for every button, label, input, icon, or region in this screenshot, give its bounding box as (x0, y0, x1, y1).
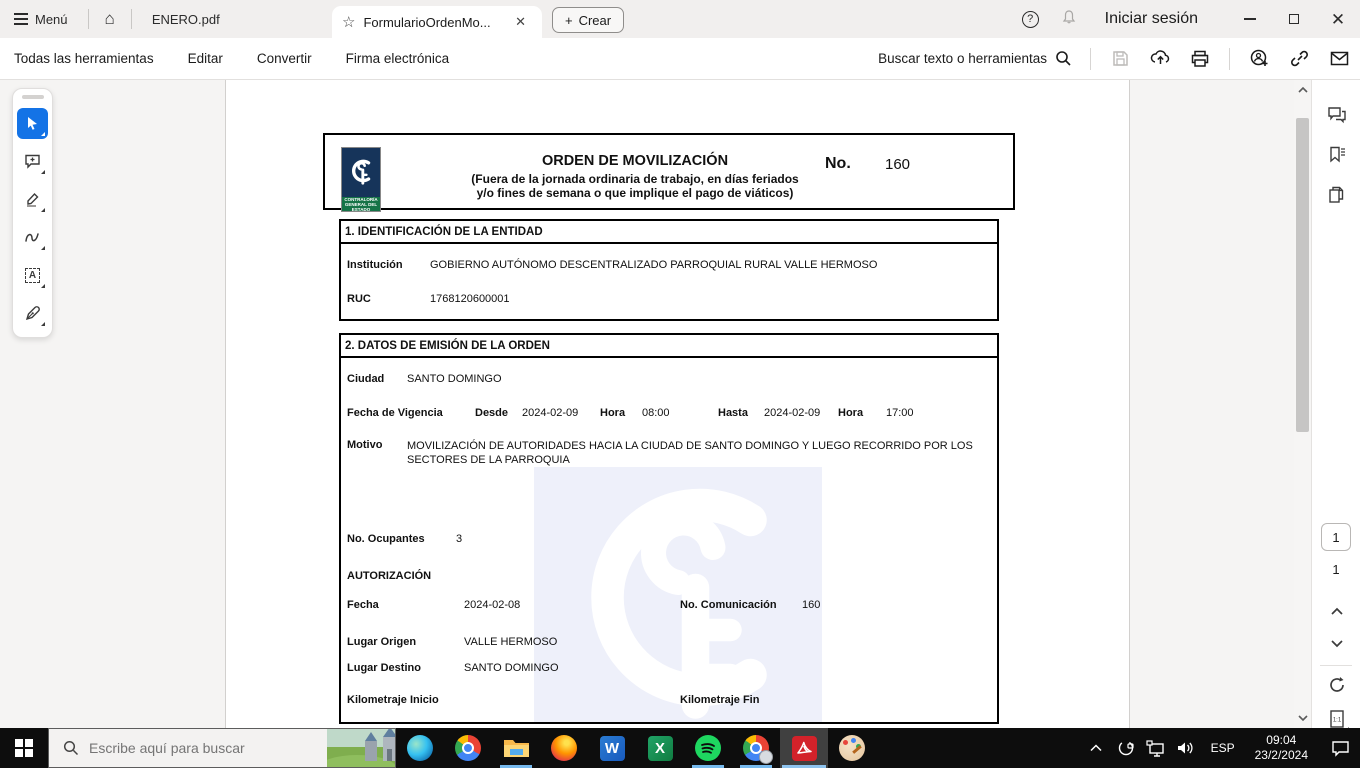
bookmark-icon (1327, 145, 1347, 165)
form-title: ORDEN DE MOVILIZACIÓN (541, 153, 729, 169)
minimize-button[interactable] (1228, 0, 1272, 38)
start-button[interactable] (0, 728, 48, 768)
right-sidebar (1311, 80, 1360, 728)
origen-label: Lugar Origen (347, 636, 417, 648)
svg-text:1:1: 1:1 (1332, 717, 1342, 724)
save-icon[interactable] (1109, 48, 1131, 70)
tab-title: FormularioOrdenMo... (363, 14, 491, 30)
scrollbar-thumb[interactable] (1296, 118, 1309, 432)
system-tray (1083, 728, 1360, 768)
language-indicator[interactable]: ESP (1210, 741, 1235, 755)
taskbar-paint[interactable] (828, 728, 876, 768)
hasta-value: 2024-02-09 (764, 407, 821, 419)
menu-convert[interactable]: Convertir (256, 51, 312, 66)
sign-in-button[interactable]: Iniciar sesión (1104, 10, 1198, 27)
hora2-value: 17:00 (886, 407, 914, 419)
cloud-upload-icon[interactable] (1149, 48, 1171, 70)
page-number-input[interactable] (1321, 523, 1351, 551)
divider (131, 9, 132, 29)
print-icon[interactable] (1189, 48, 1211, 70)
page-fit-icon (1328, 709, 1346, 729)
document-viewer (0, 80, 1360, 728)
institucion-label: Institución (347, 259, 403, 271)
divider (88, 9, 89, 29)
motivo-label: Motivo (347, 439, 383, 451)
acrobat-icon (792, 736, 817, 761)
tab-enero-pdf[interactable]: ENERO.pdf (151, 11, 220, 27)
windows-logo-icon (15, 739, 33, 757)
cursor-icon (25, 116, 40, 131)
plus-icon: + (565, 12, 573, 28)
page-total: 1 (1332, 562, 1340, 577)
ocupantes-value: 3 (456, 533, 463, 545)
create-button[interactable]: + Crear (552, 7, 624, 33)
drag-handle[interactable] (22, 95, 44, 99)
motivo-value: MOVILIZACIÓN DE AUTORIDADES HACIA LA CIUDAD DE SANTO DOMINGO Y LUEGO RECORRIDO POR LOS SECTORES DE LA PARROQUIA (407, 440, 973, 466)
notifications-bell-icon[interactable] (1061, 9, 1077, 30)
hasta-label: Hasta (718, 407, 748, 419)
excel-icon: X (648, 736, 673, 761)
pages-icon (1327, 185, 1347, 205)
pdf-page[interactable] (225, 80, 1130, 728)
hora1-value: 08:00 (642, 407, 670, 419)
draw-tool[interactable] (17, 222, 48, 253)
fecha-value: 2024-02-08 (464, 599, 521, 611)
ruc-value: 1768120600001 (430, 293, 510, 305)
date: 23/2/2024 (1254, 748, 1308, 762)
scroll-up-arrow[interactable] (1294, 80, 1311, 100)
refresh-button[interactable] (1324, 672, 1350, 698)
divider (1090, 48, 1091, 70)
section-identificacion (339, 219, 999, 321)
order-no-label: No. (825, 155, 851, 172)
autorizacion-title: AUTORIZACIÓN (347, 570, 432, 582)
taskbar-excel[interactable] (636, 728, 684, 768)
bookmarks-panel-button[interactable] (1324, 142, 1350, 168)
firefox-icon (551, 735, 577, 761)
cge-logo (341, 147, 381, 212)
comments-panel-button[interactable] (1324, 102, 1350, 128)
profile-badge (759, 750, 773, 764)
comment-plus-icon (24, 153, 41, 170)
share-link-icon[interactable] (1288, 48, 1310, 70)
desde-value: 2024-02-09 (522, 407, 579, 419)
hora2-label: Hora (838, 407, 864, 419)
help-icon[interactable]: ? (1022, 11, 1039, 28)
order-no-value: 160 (885, 156, 911, 173)
hamburger-icon (14, 10, 28, 28)
destino-label: Lugar Destino (347, 662, 421, 674)
clock[interactable] (1247, 733, 1316, 763)
tray-meet-now-icon[interactable] (1113, 728, 1139, 768)
comments-icon (1327, 105, 1347, 125)
ruc-label: RUC (347, 293, 371, 305)
desde-label: Desde (475, 407, 509, 419)
titlebar (0, 0, 1360, 38)
file-explorer-icon (503, 736, 530, 760)
search-tools-button[interactable]: Buscar texto o herramientas (878, 50, 1072, 67)
search-icon (1055, 50, 1072, 67)
time: 09:04 (1266, 733, 1297, 747)
taskbar-word[interactable] (588, 728, 636, 768)
highlighter-icon (24, 191, 41, 208)
comunicacion-value: 160 (802, 599, 821, 611)
home-icon[interactable]: ⌂ (104, 9, 115, 28)
section2-title: 2. DATOS DE EMISIÓN DE LA ORDEN (341, 335, 997, 358)
star-icon[interactable]: ☆ (342, 14, 356, 31)
select-tool[interactable] (17, 108, 48, 139)
search-highlight-image[interactable] (313, 729, 395, 767)
menu-label: Menú (35, 11, 68, 27)
taskbar-chrome-profile[interactable] (732, 728, 780, 768)
taskbar-edge[interactable] (396, 728, 444, 768)
highlight-tool[interactable] (17, 184, 48, 215)
previous-page-button[interactable] (1324, 598, 1350, 624)
chevron-down-icon (1330, 639, 1344, 649)
taskbar-acrobat-active[interactable] (780, 728, 828, 768)
windows-taskbar (0, 728, 1360, 768)
taskbar-search-box[interactable] (48, 728, 396, 768)
quick-tools-panel (12, 88, 53, 338)
action-center-icon (1331, 740, 1350, 757)
squiggle-icon (24, 229, 41, 246)
section1-title: 1. IDENTIFICACIÓN DE LA ENTIDAD (341, 221, 997, 244)
destino-value: SANTO DOMINGO (464, 662, 559, 674)
taskbar-chrome[interactable] (444, 728, 492, 768)
search-icon (63, 740, 79, 756)
request-esign-icon[interactable] (1248, 48, 1270, 70)
form-header-box (323, 133, 1015, 210)
ocupantes-label: No. Ocupantes (347, 533, 425, 545)
page-thumbnails-button[interactable] (1324, 182, 1350, 208)
vertical-scrollbar[interactable] (1294, 80, 1311, 728)
hora1-label: Hora (600, 407, 626, 419)
text-select-icon: A (25, 268, 40, 283)
email-icon[interactable] (1328, 48, 1350, 70)
divider (1320, 665, 1352, 666)
scroll-down-arrow[interactable] (1294, 708, 1311, 728)
chrome-icon (455, 735, 481, 761)
restore-button[interactable] (1272, 0, 1316, 38)
taskbar-search-input[interactable] (89, 740, 279, 756)
edge-icon (407, 735, 433, 761)
refresh-icon (1327, 675, 1347, 695)
institucion-value: GOBIERNO AUTÓNOMO DESCENTRALIZADO PARROQUIAL RURAL VALLE HERMOSO (430, 259, 878, 271)
taskbar-file-explorer[interactable] (492, 728, 540, 768)
ciudad-value: SANTO DOMINGO (407, 373, 502, 385)
taskbar-spotify[interactable] (684, 728, 732, 768)
menu-all-tools[interactable]: Todas las herramientas (14, 51, 154, 66)
select-text-tool[interactable] (17, 260, 48, 291)
origen-value: VALLE HERMOSO (464, 636, 558, 648)
km-inicio-label: Kilometraje Inicio (347, 694, 439, 706)
pen-nib-icon (24, 305, 41, 322)
word-icon: W (600, 736, 625, 761)
spotify-icon (695, 735, 721, 761)
vigencia-label: Fecha de Vigencia (347, 407, 443, 419)
close-button[interactable]: ✕ (1330, 9, 1346, 29)
logo-caption: CONTRALORÍA GENERAL DEL ESTADO (342, 197, 380, 211)
tray-volume-icon[interactable] (1173, 728, 1199, 768)
menu-edit[interactable]: Editar (187, 51, 223, 66)
km-fin-label: Kilometraje Fin (680, 694, 760, 706)
ciudad-label: Ciudad (347, 373, 385, 385)
paint-icon (839, 735, 865, 761)
next-page-button[interactable] (1324, 631, 1350, 657)
comunicacion-label: No. Comunicación (680, 599, 777, 611)
section-datos-emision (339, 333, 999, 724)
toolbar (0, 38, 1360, 80)
taskbar-firefox[interactable] (540, 728, 588, 768)
chrome-profile-icon (743, 735, 769, 761)
menu-esign[interactable]: Firma electrónica (345, 51, 450, 66)
tab-formulario-active[interactable] (332, 6, 542, 38)
menu-button[interactable] (0, 10, 82, 28)
fill-sign-tool[interactable] (17, 298, 48, 329)
chevron-up-icon (1330, 606, 1344, 616)
fecha-label: Fecha (347, 599, 379, 611)
add-comment-tool[interactable] (17, 146, 48, 177)
action-center-button[interactable] (1320, 728, 1360, 768)
form-subtitle: (Fuera de la jornada ordinaria de trabajo, en días feriados y/o fines de semana o que implique el pago de viáticos) (471, 172, 799, 200)
divider (1229, 48, 1230, 70)
tab-close-icon[interactable]: ✕ (515, 14, 526, 29)
tray-chevron-up-icon[interactable] (1083, 728, 1109, 768)
tray-network-icon[interactable] (1143, 728, 1169, 768)
